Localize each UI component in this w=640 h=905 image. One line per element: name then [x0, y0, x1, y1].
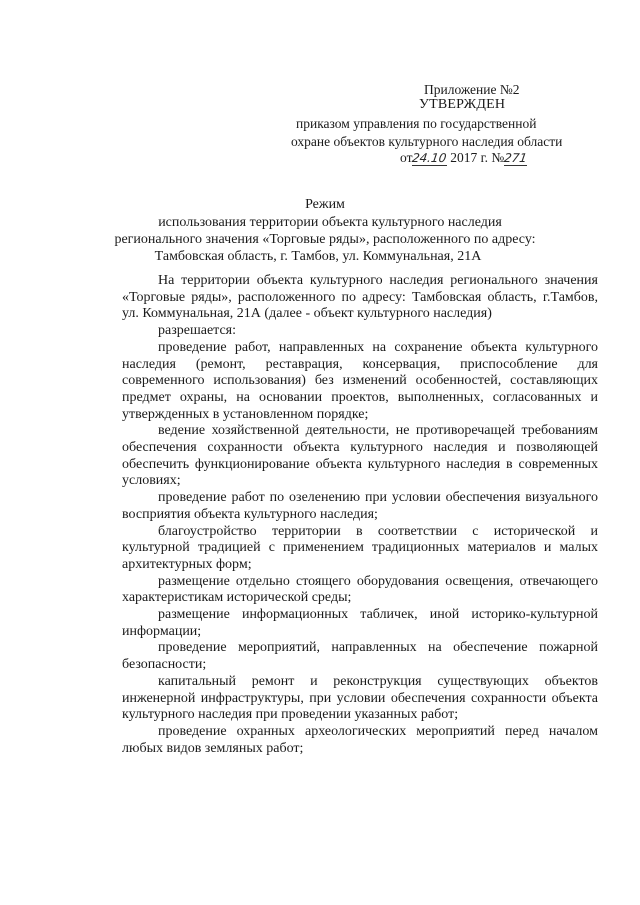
- list-item: проведение мероприятий, направленных на обеспечение пожарной безопасности;: [122, 640, 598, 673]
- title-regime: Режим: [305, 197, 345, 212]
- list-item: проведение работ по озеленению при условии обеспечения визуального восприятия объекта культурного наследия;: [122, 490, 598, 522]
- list-item: проведение охранных археологических мероприятий перед началом любых видов земляных работ;: [122, 723, 598, 756]
- number-handwritten: 271: [503, 151, 529, 165]
- order-line: приказом управления по государственной: [296, 116, 537, 131]
- title-line-2: использования территории объекта культурного наследия: [158, 215, 502, 230]
- appendix-label: Приложение №2: [424, 82, 520, 97]
- date-handwritten-field: [412, 151, 446, 166]
- title-line-3: регионального значения «Торговые ряды», расположенного по адресу:: [114, 232, 536, 247]
- list-item: капитальный ремонт и реконструкция существующих объектов инженерной инфраструктуры, при условии обеспечения сохранности объекта культурного наследия при проведении указанных работ;: [122, 673, 598, 723]
- list-item: размещение информационных табличек, иной историко-культурной информации;: [122, 607, 598, 639]
- list-item: размещение отдельно стоящего оборудования освещения, отвечающего характеристикам исторической среды;: [122, 573, 598, 606]
- date-handwritten: 24.10: [411, 151, 448, 165]
- number-prefix: №: [491, 150, 505, 165]
- number-handwritten-field: [504, 151, 527, 166]
- intro-paragraph: На территории объекта культурного наследия регионального значения «Торговые ряды», расположенного по адресу: Тамбовская область, г.Тамбов, ул. Коммунальная, 21А (далее - объект культурного наследия): [122, 273, 598, 322]
- allowed-label: разрешается:: [158, 323, 236, 339]
- approved-label: УТВЕРЖДЕН: [419, 97, 506, 112]
- title-line-4: Тамбовская область, г. Тамбов, ул. Коммунальная, 21А: [154, 249, 482, 264]
- list-item: проведение работ, направленных на сохранение объекта культурного наследия (ремонт, реставрация, консервация, приспособление для современного использования) без изменений особенностей, составляющих предмет охраны, на основании проектов, выполненных, согласованных и утвержденных в установленном порядке;: [122, 339, 598, 422]
- date-prefix: от: [400, 150, 413, 165]
- list-item: благоустройство территории в соответствии с исторической и культурной традицией с применением традиционных материалов и малых архитектурных форм;: [122, 523, 598, 572]
- date-year: 2017 г.: [450, 150, 488, 165]
- organization-line: охране объектов культурного наследия области: [291, 134, 563, 149]
- document-body: [122, 273, 598, 757]
- order-date-line: [400, 149, 527, 167]
- list-item: ведение хозяйственной деятельности, не противоречащей требованиям обеспечения сохранности объекта культурного наследия и позволяющей обеспечить функционирование объекта культурного наследия в современных условиях;: [122, 423, 598, 489]
